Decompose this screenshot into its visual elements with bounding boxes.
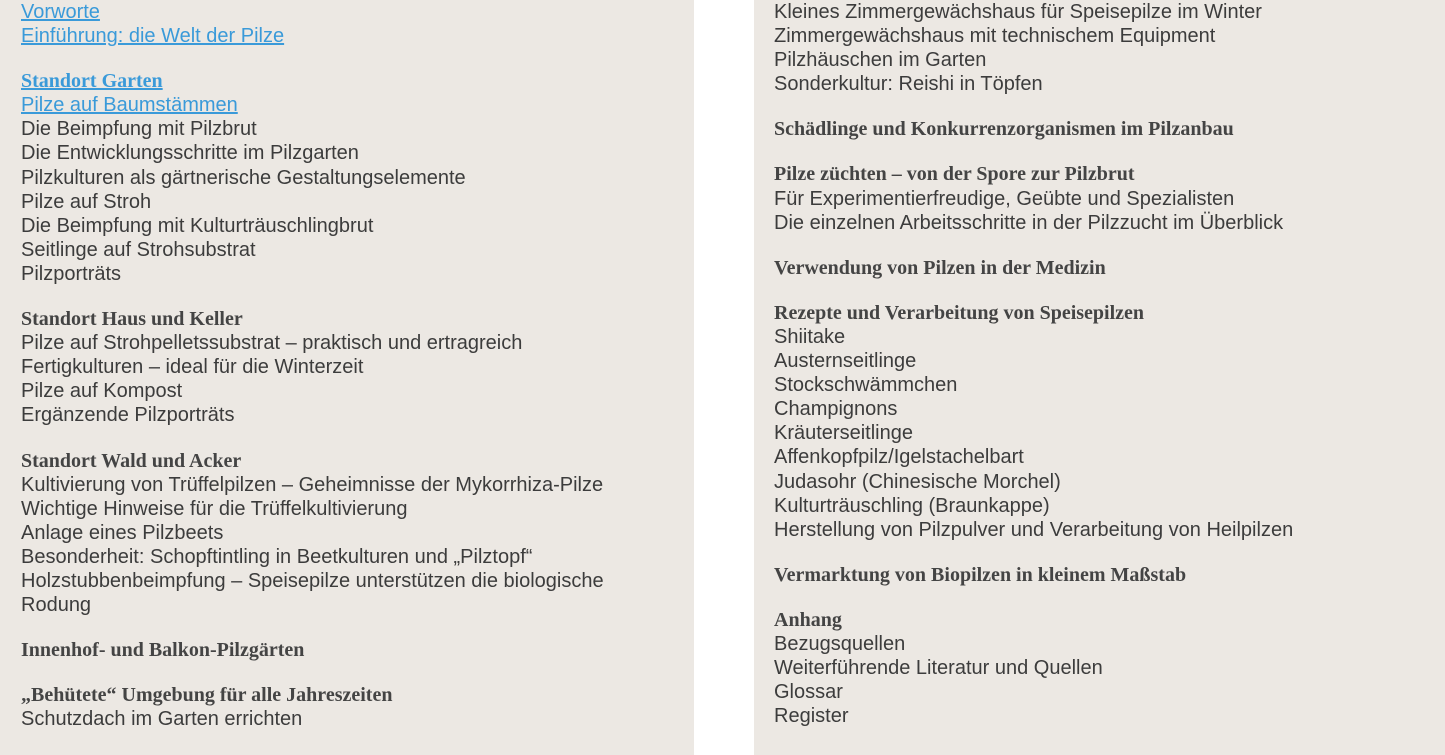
section-innenhof: [21, 638, 694, 662]
section-heading: Standort Wald und Acker: [21, 449, 242, 472]
toc-entry: Zimmergewächshaus mit technischem Equipment: [774, 25, 1216, 48]
section-heading: „Behütete“ Umgebung für alle Jahreszeiten: [21, 684, 393, 707]
toc-entry: Holzstubbenbeimpfung – Speisepilze unterstützen die biologische: [21, 569, 604, 592]
section-schaedlinge: [774, 117, 1445, 141]
section-standort-garten: [21, 69, 694, 286]
section-heading: Pilze züchten – von der Spore zur Pilzbrut: [774, 163, 1135, 186]
toc-left-column: [0, 0, 694, 755]
link-vorworte[interactable]: Vorworte: [21, 1, 100, 23]
section-heading: Verwendung von Pilzen in der Medizin: [774, 256, 1106, 279]
toc-entry: Pilze auf Stroh: [21, 190, 152, 213]
toc-entry: Rodung: [21, 594, 92, 617]
toc-entry: Besonderheit: Schopftintling in Beetkulturen und „Pilztopf“: [21, 545, 533, 568]
toc-entry: Weiterführende Literatur und Quellen: [774, 657, 1103, 680]
toc-entry: Schutzdach im Garten errichten: [21, 708, 303, 731]
toc-entry: Sonderkultur: Reishi in Töpfen: [774, 73, 1043, 96]
toc-entry: Austernseitlinge: [774, 350, 917, 373]
section-heading: Schädlinge und Konkurrenzorganismen im Pilzanbau: [774, 118, 1234, 141]
toc-entry: Affenkopfpilz/Igelstachelbart: [774, 446, 1024, 469]
toc-entry: Die Entwicklungsschritte im Pilzgarten: [21, 142, 359, 165]
toc-entry: Wichtige Hinweise für die Trüffelkultivierung: [21, 497, 408, 520]
section-standort-haus: [21, 307, 694, 427]
toc-entry: Judasohr (Chinesische Morchel): [774, 470, 1061, 493]
toc-entry: Pilzporträts: [21, 262, 122, 285]
toc-entry: Kulturträuschling (Braunkappe): [774, 494, 1050, 517]
section-heading: Anhang: [774, 608, 842, 631]
toc-entry: Champignons: [774, 398, 898, 421]
toc-entry: Für Experimentierfreudige, Geübte und Spezialisten: [774, 187, 1235, 210]
section-heading: Innenhof- und Balkon-Pilzgärten: [21, 639, 305, 662]
toc-entry: Die Beimpfung mit Pilzbrut: [21, 118, 257, 141]
toc-entry: Shiitake: [774, 325, 846, 348]
toc-entry: Anlage eines Pilzbeets: [21, 521, 224, 544]
intro-section: [21, 0, 694, 48]
section-standort-wald: [21, 449, 694, 618]
toc-entry: Glossar: [774, 681, 843, 704]
toc-entry: Register: [774, 705, 849, 728]
toc-entry: Pilze auf Kompost: [21, 380, 183, 403]
link-standort-garten[interactable]: Standort Garten: [21, 70, 163, 93]
toc-entry: Kräuterseitlinge: [774, 422, 913, 445]
toc-entry: Die einzelnen Arbeitsschritte in der Pilzzucht im Überblick: [774, 211, 1284, 234]
toc-entry: Kleines Zimmergewächshaus für Speisepilze im Winter: [774, 1, 1262, 23]
toc-entry: Die Beimpfung mit Kulturträuschlingbrut: [21, 214, 374, 237]
section-heading: Standort Haus und Keller: [21, 308, 243, 331]
section-behuetete: [21, 683, 694, 731]
section-zuechten: [774, 162, 1445, 234]
toc-entry: Pilzkulturen als gärtnerische Gestaltungselemente: [21, 166, 466, 189]
section-continued: [774, 0, 1445, 96]
link-pilze-auf-baumstaemmen[interactable]: Pilze auf Baumstämmen: [21, 94, 238, 117]
section-vermarktung: [774, 563, 1445, 587]
toc-entry: Pilzhäuschen im Garten: [774, 49, 987, 72]
toc-right-column: [754, 0, 1445, 755]
section-heading: Vermarktung von Biopilzen in kleinem Maßstab: [774, 563, 1187, 586]
toc-entry: Seitlinge auf Strohsubstrat: [21, 238, 256, 261]
toc-entry: Ergänzende Pilzporträts: [21, 404, 235, 427]
toc-entry: Pilze auf Strohpelletssubstrat – praktisch und ertragreich: [21, 332, 523, 355]
toc-entry: Fertigkulturen – ideal für die Winterzeit: [21, 356, 364, 379]
toc-entry: Stockschwämmchen: [774, 374, 958, 397]
section-heading: Rezepte und Verarbeitung von Speisepilzen: [774, 301, 1145, 324]
section-rezepte: [774, 301, 1445, 542]
toc-entry: Bezugsquellen: [774, 632, 906, 655]
section-anhang: [774, 608, 1445, 728]
link-einfuehrung[interactable]: Einführung: die Welt der Pilze: [21, 25, 285, 48]
section-medizin: [774, 256, 1445, 280]
toc-entry: Herstellung von Pilzpulver und Verarbeitung von Heilpilzen: [774, 518, 1294, 541]
toc-entry: Kultivierung von Trüffelpilzen – Geheimnisse der Mykorrhiza-Pilze: [21, 473, 604, 496]
